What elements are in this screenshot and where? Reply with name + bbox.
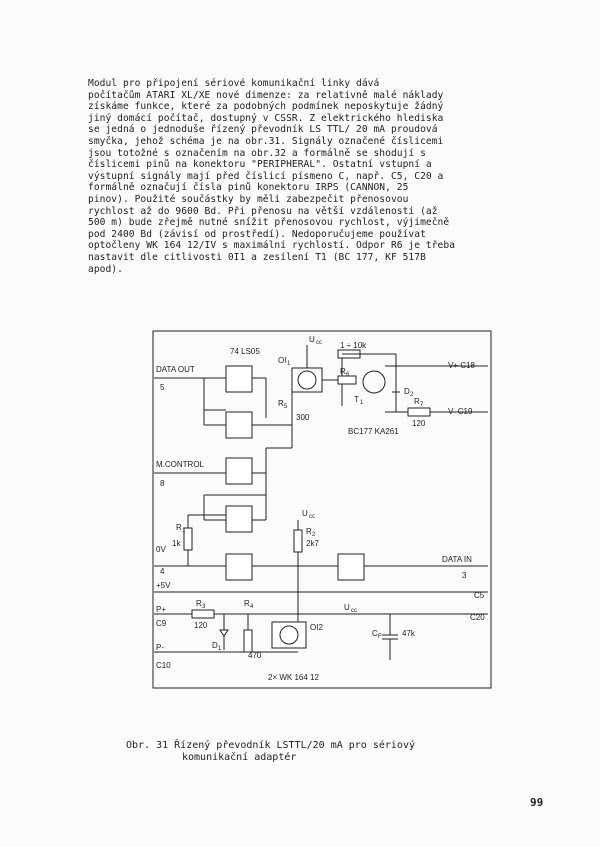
label-c20: C20 xyxy=(470,613,485,622)
label-c5: C5 xyxy=(474,591,485,600)
label-t1-sub: 1 xyxy=(360,400,364,406)
label-pin5: 5 xyxy=(160,383,165,392)
label-r6-range: 1 ÷ 10k xyxy=(340,341,367,350)
label-r1: R xyxy=(176,523,182,532)
label-r5-value: 300 xyxy=(296,413,310,422)
label-r1-sub: 1 xyxy=(182,528,186,534)
label-pin8: 8 xyxy=(160,479,165,488)
gate-2 xyxy=(226,412,252,438)
label-cf-sub: F xyxy=(378,634,382,640)
text-line: 500 m) bude zřejmě nutné snížit přenosovou rychlost, výjimečně xyxy=(88,217,450,229)
label-cf: C xyxy=(372,629,378,638)
text-line: jiný domácí počítač, dostupný v ČSSR. Z elektrického hlediska xyxy=(88,112,444,124)
label-c10: C10 xyxy=(156,661,171,670)
text-line: získáme funkce, které za podobných podmínek neposkytuje žádný xyxy=(88,101,444,113)
text-line: jsou totožné s označením na obr.32 a formálně se shodují s xyxy=(88,147,426,159)
label-v-minus: V- C19 xyxy=(448,407,473,416)
text-line: počítačům ATARI XL/XE nové dimenze: za relativně malé náklady xyxy=(88,89,444,101)
label-r2-value: 2k7 xyxy=(306,539,319,548)
label-r3-value: 120 xyxy=(194,621,208,630)
label-r6: R xyxy=(340,367,346,376)
gate-6 xyxy=(338,554,364,580)
label-v-plus: V+ C18 xyxy=(448,361,475,370)
label-transistors: BC177 KA261 xyxy=(348,427,399,436)
ic-label: 74 LS05 xyxy=(230,347,260,356)
label-r5-sub: 5 xyxy=(284,404,288,410)
text-line: pod 2400 Bd (závisí od prostředí). Nedoporučujeme používat xyxy=(88,228,426,240)
body-paragraph xyxy=(88,78,552,275)
label-m-control: M.CONTROL xyxy=(156,460,204,469)
label-r6-sub: 6 xyxy=(346,372,350,378)
label-p-plus: P+ xyxy=(156,605,167,614)
text-line: rychlost až do 9600 Bd. Při přenosu na větší vzdálenosti (až xyxy=(88,205,438,217)
label-r4: R xyxy=(244,599,250,608)
page-number: 99 xyxy=(530,796,544,809)
label-0v: 0V xyxy=(156,545,166,554)
label-r4-value: 470 xyxy=(248,651,262,660)
label-r1-value: 1k xyxy=(172,539,181,548)
label-5v: +5V xyxy=(156,581,171,590)
label-d1: D xyxy=(212,641,218,650)
text-line: číslicemi pinů na konektoru "PERIPHERAL". Ostatní vstupní a xyxy=(88,159,432,171)
label-r5: R xyxy=(278,399,284,408)
label-d1-sub: 1 xyxy=(218,646,222,652)
transistor-t1 xyxy=(363,371,385,393)
label-data-out: DATA OUT xyxy=(156,365,195,374)
circuit-schematic xyxy=(152,330,492,690)
text-line: výstupní signály mají před číslicí písmeno C, např. C5, C20 a xyxy=(88,170,444,182)
text-line: formálně označují čísla pinů konektoru IRPS (CANNON, 25 xyxy=(88,182,409,194)
label-data-in: DATA IN xyxy=(442,555,472,564)
gate-4 xyxy=(226,506,252,532)
gate-1 xyxy=(226,366,252,392)
gate-3 xyxy=(226,458,252,484)
label-ucc-top-sub: cc xyxy=(316,340,322,346)
label-d2: D xyxy=(404,387,410,396)
text-line: smyčka, jehož schéma je na obr.31. Signály označené číslicemi xyxy=(88,135,444,147)
text-line: Modul pro připojení sériové komunikační linky dává xyxy=(88,78,380,89)
label-c9: C9 xyxy=(156,619,167,628)
text-line: optočleny WK 164 12/IV s maximální rychlostí. Odpor R6 je třeba xyxy=(88,240,456,252)
label-ucc-top: U xyxy=(309,335,315,344)
label-d2-sub: 2 xyxy=(410,392,414,398)
figure-caption xyxy=(126,740,526,764)
label-oi1: OI xyxy=(278,356,287,365)
label-optocouplers: 2× WK 164 12 xyxy=(268,673,319,682)
caption-line-2: komunikační adaptér xyxy=(182,752,297,763)
text-line: pinov). Použité součástky by měli zabezpečit přenosovou xyxy=(88,193,409,205)
label-r3-sub: 3 xyxy=(202,604,206,610)
label-ucc-bottom-sub: cc xyxy=(351,608,357,614)
label-r7: R xyxy=(414,397,420,406)
label-ucc-mid: U xyxy=(302,509,308,518)
optocoupler-oi1 xyxy=(292,368,322,392)
label-t1: T xyxy=(354,395,359,404)
text-line: se jedná o jednoduše řízený převodník LS TTL/ 20 mA proudová xyxy=(88,124,438,136)
text-line: apod). xyxy=(88,263,123,275)
caption-line-1: Obr. 31 Řízený převodník LSTTL/20 mA pro sériový xyxy=(126,740,415,751)
label-ucc-bottom: U xyxy=(344,603,350,612)
label-r7-value: 120 xyxy=(412,419,426,428)
label-r7-sub: 7 xyxy=(420,402,424,408)
label-r2-sub: 2 xyxy=(312,532,316,538)
label-r2: R xyxy=(306,527,312,536)
label-pin3: 3 xyxy=(462,571,467,580)
label-pin4: 4 xyxy=(160,567,165,576)
label-cf-value: 47k xyxy=(402,629,415,638)
label-r4-sub: 4 xyxy=(250,604,254,610)
label-ucc-mid-sub: cc xyxy=(309,514,315,520)
label-r3: R xyxy=(196,599,202,608)
text-line: nastavit dle citlivosti 0I1 a zesílení T1 (BC 177, KF 517B xyxy=(88,251,426,263)
label-oi1-sub: 1 xyxy=(287,361,291,367)
label-p-minus: P- xyxy=(156,643,164,652)
label-oi2: OI2 xyxy=(310,623,323,632)
gate-5 xyxy=(226,554,252,580)
